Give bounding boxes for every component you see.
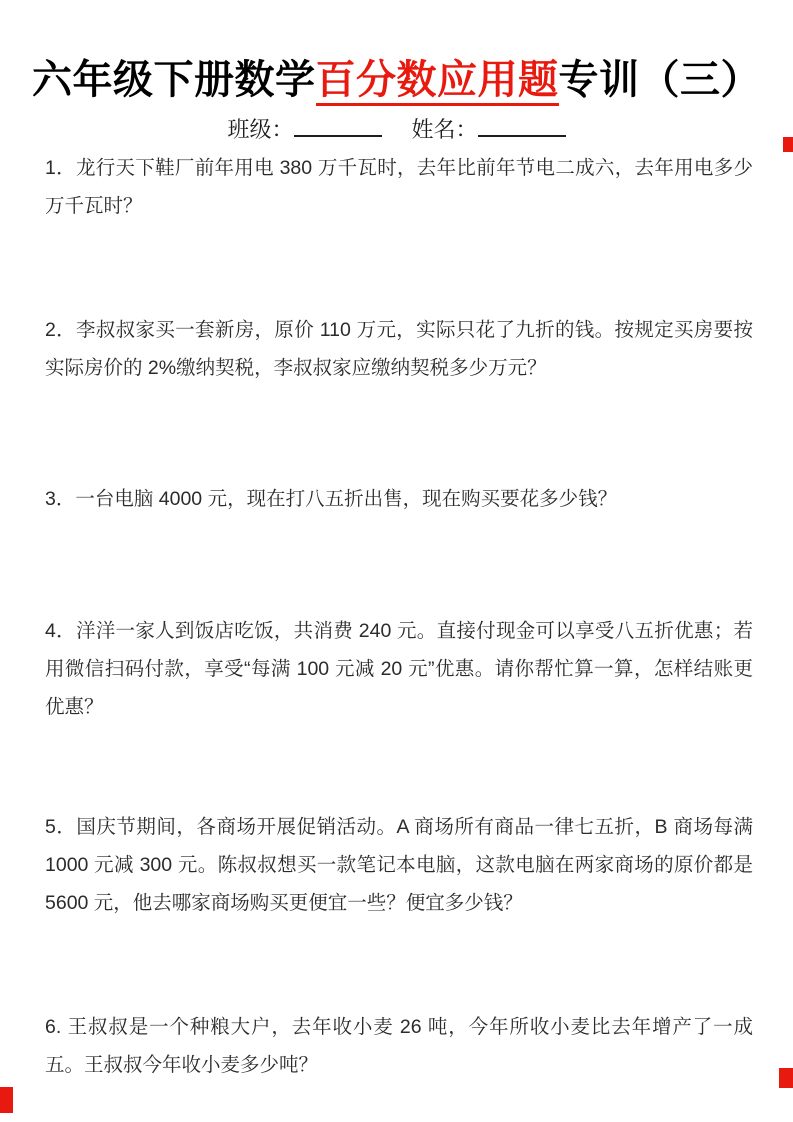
red-corner-mark-top-right [783, 137, 793, 152]
question-text: 一台电脑 4000 元，现在打八五折出售，现在购买要花多少钱？ [75, 488, 618, 510]
student-info-row [0, 113, 793, 144]
question-text: 洋洋一家人到饭店吃饭，共消费 240 元。直接付现金可以享受八五折优惠；若用微信扫码付款，享受“每满 100 元减 20 元”优惠。请你帮忙算一算，怎样结账更优惠？ [45, 620, 753, 718]
question-item-2 [45, 311, 753, 387]
question-text: 王叔叔是一个种粮大户，去年收小麦 26 吨，今年所收小麦比去年增产了一成五。王叔叔今年收小麦多少吨？ [45, 1016, 753, 1076]
question-item-1 [45, 149, 753, 225]
name-label: 姓名： [411, 117, 478, 142]
question-number: 1． [45, 157, 76, 179]
red-corner-mark-bottom-right [779, 1068, 793, 1088]
title-highlight: 百分数应用题 [316, 58, 559, 106]
question-text: 国庆节期间，各商场开展促销活动。A 商场所有商品一律七五折，B 商场每满 1000 元减 300 元。陈叔叔想买一款笔记本电脑，这款电脑在两家商场的原价都是 5600 元，他去哪家商场购买更便宜一些？便宜多少钱？ [45, 816, 753, 914]
red-corner-mark-bottom-left [0, 1087, 13, 1113]
question-item-4 [45, 612, 753, 726]
title-prefix: 六年级下册数学 [32, 58, 316, 102]
question-text: 龙行天下鞋厂前年用电 380 万千瓦时，去年比前年节电二成六，去年用电多少万千瓦时？ [45, 157, 753, 217]
name-blank-field [478, 115, 566, 137]
question-item-6 [45, 1008, 753, 1084]
class-label: 班级： [227, 117, 294, 142]
question-number: 2． [45, 319, 77, 341]
question-text: 李叔叔家买一套新房，原价 110 万元，实际只花了九折的钱。按规定买房要按实际房价的 2%缴纳契税，李叔叔家应缴纳契税多少万元？ [45, 319, 753, 379]
question-item-5 [45, 808, 753, 922]
question-number: 3． [45, 488, 76, 510]
class-blank-field [294, 115, 382, 137]
title-suffix: 专训（三） [558, 58, 761, 102]
question-number: 5． [45, 816, 77, 838]
question-item-3 [45, 480, 753, 518]
question-number: 4． [45, 620, 76, 642]
question-number: 6. [45, 1016, 68, 1038]
page-title [0, 48, 793, 105]
